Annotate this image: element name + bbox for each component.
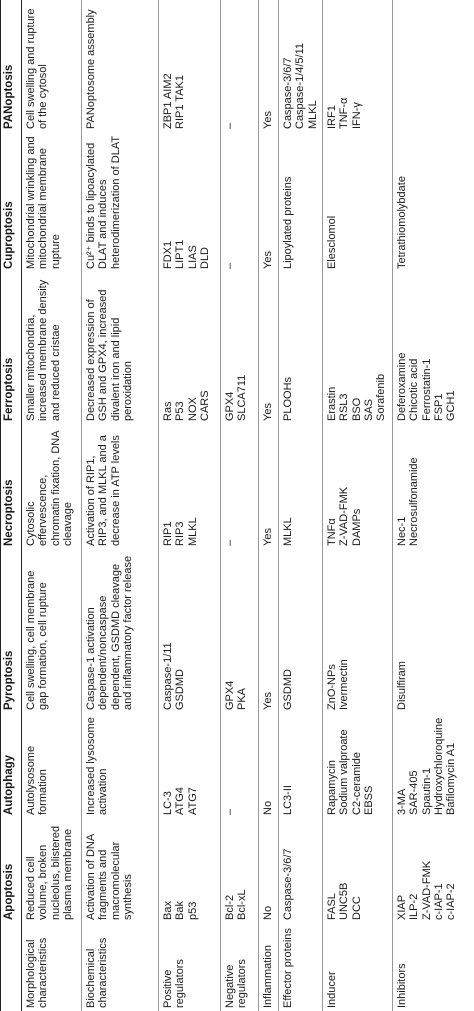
table-row-inhibitors [392, 0, 474, 1011]
table-cell: 3-MA SAR-405 Spautin-1 Hydroxychloroquine Bafilomycin A1 [392, 713, 474, 818]
header-panoptosis: PANoptosis [1, 0, 22, 132]
table-cell: Yes [259, 0, 279, 132]
table-cell: Caspase-1/11 GSDMD [159, 549, 221, 713]
table-cell: Cu²⁺ binds to lipoacylated DLAT and induces heterodimerization of DLAT [82, 132, 159, 272]
table-cell: Rapamycin Sodium valproate C2-ceramide EBSS [322, 713, 392, 818]
table-cell: Reduced cell volume, broken nucleolus, blistered plasma membrane [25, 825, 74, 920]
row-label: Inhibitors [392, 923, 474, 1011]
row-label: Biochemical characteristics [82, 923, 159, 1011]
table-cell: Ras P53 NOX CARS [159, 272, 221, 424]
row-label: Morphological characteristics [25, 937, 50, 1008]
row-label: Inducer [322, 923, 392, 1011]
table-row-effector-proteins [279, 0, 323, 1011]
table-cell: Bax Bak p53 [159, 818, 221, 923]
table-cell: Activation of RIP1, RIP3, and MLKL and a decrease in ATP levels [82, 424, 159, 549]
table-cell: FASL UNC5B DCC [322, 818, 392, 923]
table-cell: PLOOHs [279, 272, 323, 424]
row-label: Positive regulators [159, 923, 221, 1011]
table-row-inflammation [259, 0, 279, 1011]
table-cell: – [221, 132, 259, 272]
table-cell: Lipoylated proteins [279, 132, 323, 272]
table-cell: FDX1 LIPT1 LIAS DLD [159, 132, 221, 272]
table-cell: Activation of DNA fragments and macromolecular synthesis [82, 818, 159, 923]
table-cell: IRF1 TNF-α IFN-γ [322, 0, 392, 132]
table-cell: ZnO-NPs Ivermectin [322, 549, 392, 713]
table-cell: RIP1 RIP3 MLKL [159, 424, 221, 549]
header-pyroptosis: Pyroptosis [1, 549, 22, 713]
table-cell: No [259, 818, 279, 923]
table-cell: Nec-1 Necrosulfonamide [392, 424, 474, 549]
table-cell: GPX4 PKA [221, 549, 259, 713]
table-row-biochemical [82, 0, 159, 1011]
header-autophagy: Autophagy [1, 713, 22, 818]
row-label: Negative regulators [221, 923, 259, 1011]
table-cell: Mitochondrial wrinkling and mitochondrial membrane rupture [25, 136, 62, 269]
table-cell: GPX4 SLCA711 [221, 272, 259, 424]
table-cell: Caspase-3/6/7 Caspase-1/4/5/11 MLKL [279, 0, 323, 132]
table-cell: Autolysosome formation [25, 745, 50, 815]
table-row-morphological [22, 0, 82, 1011]
table-cell: PANoptosome assembly [82, 0, 159, 132]
table-cell: Decreased expression of GSH and GPX4, increased divalent iron and lipid peroxidation [82, 272, 159, 424]
header-corner [1, 923, 22, 1011]
table-cell: – [221, 713, 259, 818]
table-cell: Cytosolic effervescence, chromatin fixation, DNA cleavage [25, 431, 74, 546]
table-cell: Yes [259, 549, 279, 713]
header-necroptosis: Necroptosis [1, 424, 22, 549]
header-cuproptosis: Cuproptosis [1, 132, 22, 272]
table-row-inducer [322, 0, 392, 1011]
table-row-positive-regulators [159, 0, 221, 1011]
table-cell: Yes [259, 132, 279, 272]
table-cell: – [221, 0, 259, 132]
table-cell: – [221, 424, 259, 549]
row-label: Effector proteins [279, 923, 323, 1011]
table-cell: Cell swelling and rupture of the cytosol [25, 8, 50, 129]
table-cell: Erastin RSL3 BSO SAS Sorafenib [322, 272, 392, 424]
table-row-negative-regulators [221, 0, 259, 1011]
table-cell: LC-3 ATG4 ATG7 [159, 713, 221, 818]
table-cell: Tetrathiomolybdate [392, 132, 474, 272]
table-cell: No [259, 713, 279, 818]
table-cell: XIAP ILP-2 Z-VAD-FMK c-IAP-1 c-IAP-2 [392, 818, 474, 923]
table-cell: Disulfiram [392, 549, 474, 713]
table-cell: Caspase-3/6/7 [279, 818, 323, 923]
table-cell: Yes [259, 424, 279, 549]
table-cell: Cell swelling, cell membrane gap formation, cell rupture [25, 570, 50, 710]
table-cell: GSDMD [279, 549, 323, 713]
table-cell: ZBP1 AIM2 RIP1 TAK1 [159, 0, 221, 132]
row-label: Inflammation [259, 923, 279, 1011]
table-cell: Elesclomol [322, 132, 392, 272]
table-cell: MLKL [279, 424, 323, 549]
table-cell: Caspase-1 activation dependent/noncaspase dependent, GSDMD cleavage and inflammatory factor release [82, 549, 159, 713]
table-header-row [1, 0, 22, 1011]
table-cell: Smaller mitochondria, increased membrane density and reduced cristae [25, 279, 62, 421]
table-cell: Bcl-2 Bcl-xL [221, 818, 259, 923]
table-cell: Increased lysosome activation [82, 713, 159, 818]
table-cell [392, 0, 474, 132]
header-apoptosis: Apoptosis [1, 818, 22, 923]
table-cell: LC3-II [279, 713, 323, 818]
table-cell: TNFα Z-VAD-FMK DAMPs [322, 424, 392, 549]
header-ferroptosis: Ferroptosis [1, 272, 22, 424]
table-cell: Yes [259, 272, 279, 424]
table-cell: Deferoxamine Chicotic acid Ferrostatin-1 FSP1 GCH1 [392, 272, 474, 424]
